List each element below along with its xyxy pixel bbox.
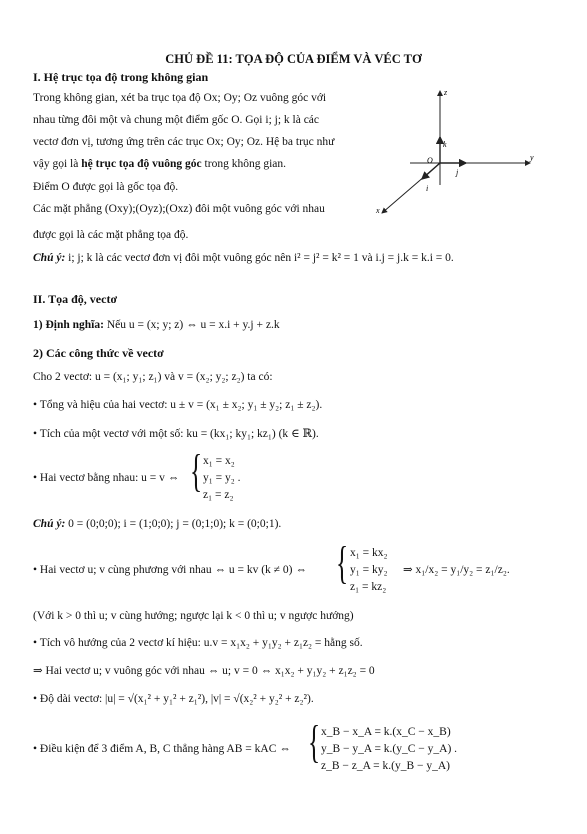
alignment-row-2: y_B − y_A = k.(y_C − y_A) .	[321, 743, 458, 755]
section-1-heading: I. Hệ trục tọa độ trong không gian	[33, 70, 209, 84]
label-y: y	[530, 153, 534, 162]
section-1-line-7: được gọi là các mặt phẳng tọa độ.	[33, 229, 189, 241]
note-2	[33, 517, 281, 531]
section-1-note	[33, 251, 454, 265]
section-2-heading: II. Tọa độ, vectơ	[33, 292, 118, 306]
section-1-line-6: Các mặt phẳng (Oxy);(Oyz);(Oxz) đôi một vuông góc với nhau	[33, 203, 325, 215]
scalar-formula: • Tích của một vectơ với một số: ku = (kx₁; ky₁; kz₁) (k ∈ ℝ).	[33, 428, 319, 440]
alignment-brace: {	[308, 716, 321, 767]
collinear-row-2: y₁ = ky₂	[350, 564, 388, 576]
vector-length: • Độ dài vectơ: |u| = √(x₁² + y₁² + z₁²), |v| = √(x₂² + y₂² + z₂²).	[33, 693, 314, 705]
note-2-text: 0 = (0;0;0); i = (1;0;0); j = (0;1;0); k = (0;0;1).	[68, 518, 282, 530]
page-title: CHỦ ĐỀ 11: TỌA ĐỘ CỦA ĐIỂM VÀ VÉC TƠ	[165, 52, 422, 66]
axis-diagram	[370, 85, 550, 225]
dot-product: • Tích vô hướng của 2 vectơ kí hiệu: u.v = x₁x₂ + y₁y₂ + z₁z₂ = hằng số.	[33, 637, 363, 649]
collinear-system	[350, 545, 388, 596]
note-text: i; j; k là các vectơ đơn vị đôi một vuông góc nên i² = j² = k² = 1 và i.j = j.k = k.i = 0.	[68, 252, 454, 264]
section-1-line-4	[33, 157, 286, 171]
perpendicular: ⇒ Hai vectơ u; v vuông góc với nhau ⇔ u; v = 0 ⇔ x₁x₂ + y₁y₂ + z₁z₂ = 0	[33, 665, 375, 677]
label-x: x	[376, 206, 380, 215]
equal-brace: {	[190, 445, 203, 496]
alignment-label: • Điều kiện để 3 điểm A, B, C thẳng hàng AB = kAC ⇔	[33, 743, 291, 755]
note-label: Chú ý:	[33, 252, 66, 264]
section-1-line-1: Trong không gian, xét ba trục tọa độ Ox; Oy; Oz vuông góc với	[33, 92, 327, 104]
label-i: i	[426, 184, 429, 193]
alignment-system	[321, 724, 457, 775]
section-1-line-2: nhau từng đôi một và chung một điểm gốc O. Gọi i; j; k là các	[33, 114, 320, 126]
definition-label: 1) Định nghĩa:	[33, 319, 104, 331]
equal-system	[203, 453, 241, 504]
label-j: j	[456, 168, 459, 177]
collinear-label: • Hai vectơ u; v cùng phương với nhau ⇔ u = kv (k ≠ 0) ⇔	[33, 564, 307, 576]
label-k: k	[443, 140, 447, 149]
alignment-row-3: z_B − z_A = k.(y_B − y_A)	[321, 760, 451, 772]
equal-row-1: x₁ = x₂	[203, 455, 235, 467]
collinear-ratio: ⇒ x₁/x₂ = y₁/y₂ = z₁/z₂.	[403, 564, 510, 576]
label-o: O	[427, 156, 433, 165]
definition	[33, 318, 280, 332]
section-1-line-5: Điểm O được gọi là gốc tọa độ.	[33, 181, 179, 193]
alignment-row-1: x_B − x_A = k.(x_C − x_B)	[321, 726, 451, 738]
equal-row-2: y₁ = y₂ .	[203, 472, 241, 484]
line-4-bold: hệ trục tọa độ vuông góc	[81, 158, 202, 170]
line-4-post: trong không gian.	[201, 158, 286, 170]
collinear-row-3: z₁ = kz₂	[350, 581, 387, 593]
definition-text: Nếu u = (x; y; z) ⇔ u = x.i + y.j + z.k	[106, 319, 280, 331]
equal-row-3: z₁ = z₂	[203, 489, 234, 501]
collinear-row-1: x₁ = kx₂	[350, 547, 388, 559]
collinear-brace: {	[336, 537, 349, 588]
note-2-label: Chú ý:	[33, 518, 66, 530]
section-1-line-3: vectơ đơn vị, tương ứng trên các trục Ox; Oy; Oz. Hệ ba trục như	[33, 136, 335, 148]
equal-label: • Hai vectơ bằng nhau: u = v ⇔	[33, 472, 180, 484]
given-vectors: Cho 2 vectơ: u = (x₁; y₁; z₁) và v = (x₂; y₂; z₂) ta có:	[33, 371, 273, 383]
direction-note: (Với k > 0 thì u; v cùng hướng; ngược lại k < 0 thì u; v ngược hướng)	[33, 610, 354, 622]
i-vector	[422, 163, 440, 179]
sum-formula: • Tổng và hiệu của hai vectơ: u ± v = (x₁ ± x₂; y₁ ± y₂; z₁ ± z₂).	[33, 399, 323, 411]
label-z: z	[444, 88, 448, 97]
formulas-heading: 2) Các công thức về vectơ	[33, 346, 164, 360]
line-4-pre: vậy gọi là	[33, 158, 82, 170]
